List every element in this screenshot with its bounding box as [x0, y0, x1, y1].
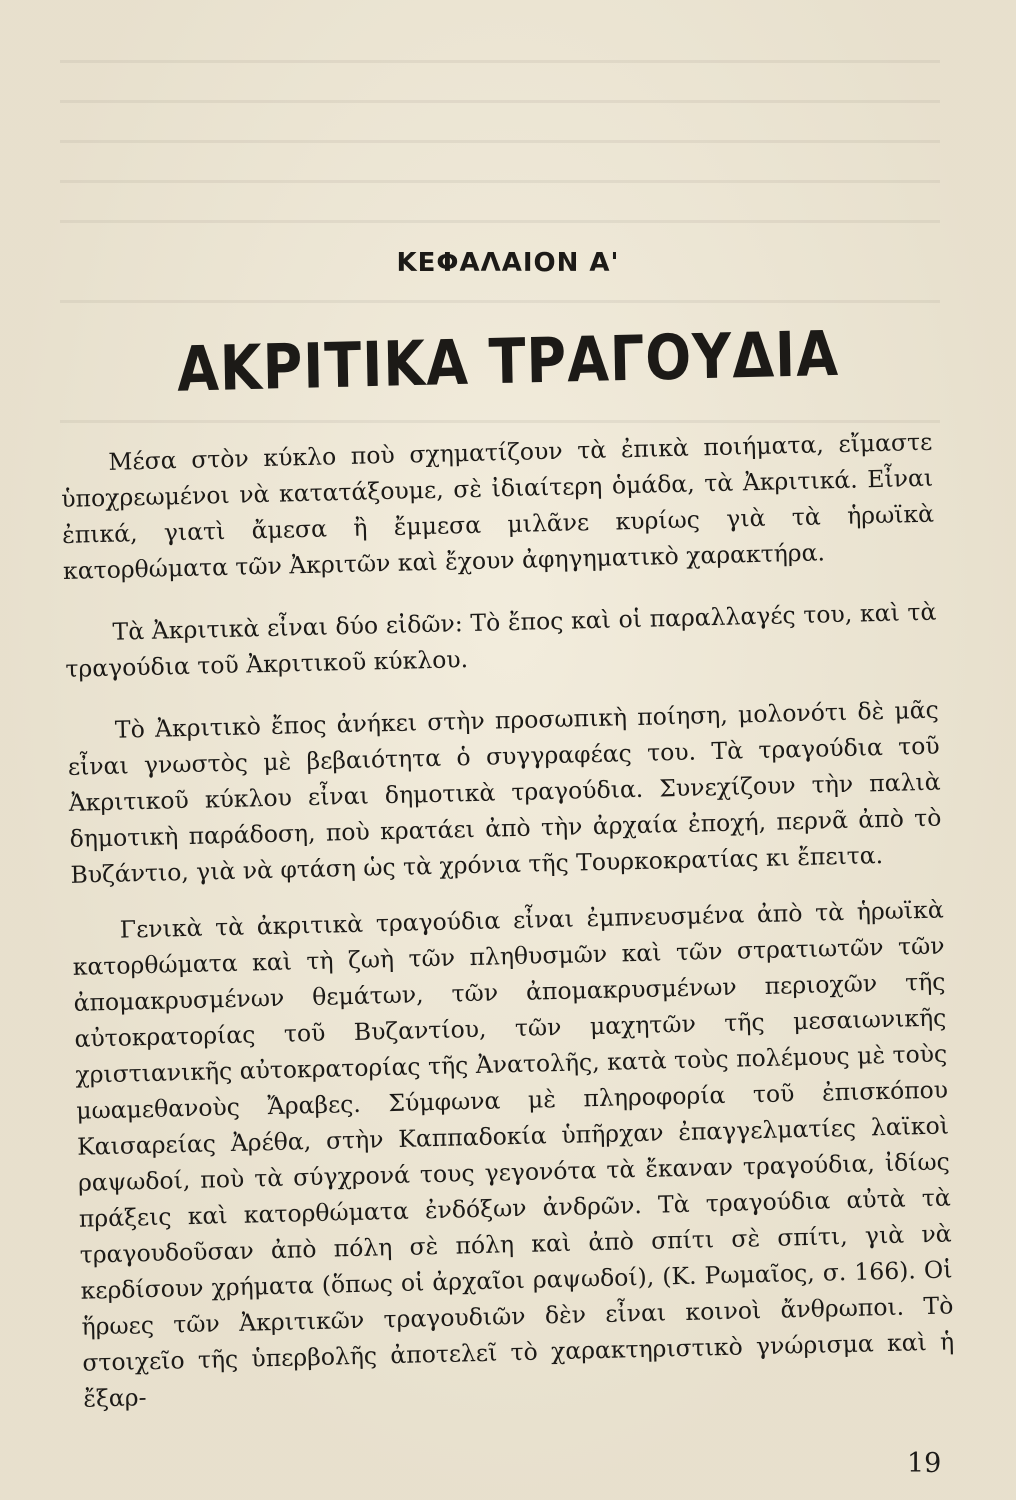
chapter-title: ΑΚΡΙΤΙΚΑ ΤΡΑΓΟΥΔΙΑ [176, 317, 840, 406]
page-number: 19 [907, 1448, 942, 1479]
paragraph-1: Μέσα στὸν κύκλο ποὺ σχηματίζουν τὰ ἐπικὰ ποιήματα, εἴμαστε ὑποχρεωμένοι νὰ κατατάξουμε, σὲ ἰδιαίτερη ὁμάδα, τὰ Ἀκριτικά. Εἶναι ἐπικά, γιατὶ ἄμεσα ἢ ἔμμεσα μιλᾶνε κυρίως γιὰ τὰ ἡρωϊκὰ κατορθώματα τῶν Ἀκριτῶν καὶ ἔχουν ἀφηγηματικὸ χαρακτήρα. [60, 427, 935, 585]
paragraph-2: Τὰ Ἀκριτικὰ εἶναι δύο εἰδῶν: Τὸ ἔπος καὶ οἱ παραλλαγές του, καὶ τὰ τραγούδια τοῦ Ἀκριτικοῦ κύκλου. [65, 597, 937, 683]
chapter-label: ΚΕΦΑΛΑΙΟΝ Α' [396, 248, 620, 278]
paragraph-4: Γενικὰ τὰ ἀκριτικὰ τραγούδια εἶναι ἐμπνευσμένα ἀπὸ τὰ ἡρωϊκὰ κατορθώματα καὶ τὴ ζωὴ τῶν πληθυσμῶν καὶ τῶν στρατιωτῶν τῶν ἀπομακρυσμένων θεμάτων, τῶν ἀπομακρυσμένων περιοχῶν τῆς αὐτοκρατορίας τοῦ Βυζαντίου, τῶν μαχητῶν τῆς μεσαιωνικῆς χριστιανικῆς αὐτοκρατορίας τῆς Ἀνατολῆς, κατὰ τοὺς πολέμους μὲ τοὺς μωαμεθανοὺς Ἄραβες. Σύμφωνα μὲ πληροφορία τοῦ ἐπισκόπου Καισαρείας Ἀρέθα, στὴν Καππαδοκία ὑπῆρχαν ἐπαγγελματίες λαϊκοὶ ραψωδοί, ποὺ τὰ σύγχρονά τους γεγονότα τὰ ἔκαναν τραγούδια, ἰδίως πράξεις καὶ κατορθώματα ἐνδόξων ἀνδρῶν. Τὰ τραγούδια αὐτὰ τὰ τραγουδοῦσαν ἀπὸ πόλη σὲ πόλη καὶ ἀπὸ σπίτι σὲ σπίτι, γιὰ νὰ κερδίσουν χρήματα (ὅπως οἱ ἀρχαῖοι ραψωδοί), (Κ. Ρωμαῖος, σ. 166). Οἱ ἥρωες τῶν Ἀκριτικῶν τραγουδιῶν δὲν εἶναι κοινοὶ ἄνθρωποι. Τὸ στοιχεῖο τῆς ὑπερβολῆς ἀποτελεῖ τὸ χαρακτηριστικὸ γνώρισμα καὶ ἡ ἔξαρ- [72, 895, 955, 1413]
paragraph-3: Τὸ Ἀκριτικὸ ἔπος ἀνήκει στὴν προσωπικὴ ποίηση, μολονότι δὲ μᾶς εἶναι γνωστὸς μὲ βεβαιότητα ὁ συγγραφέας του. Τὰ τραγούδια τοῦ Ἀκριτικοῦ κύκλου εἶναι δημοτικὰ τραγούδια. Συνεχίζουν τὴν παλιὰ δημοτικὴ παράδοση, ποὺ κρατάει ἀπὸ τὴν ἀρχαία ἐποχή, περνᾶ ἀπὸ τὸ Βυζάντιο, γιὰ νὰ φτάση ὡς τὰ χρόνια τῆς Τουρκοκρατίας κι ἔπειτα. [67, 695, 942, 889]
body-text [60, 424, 956, 1443]
